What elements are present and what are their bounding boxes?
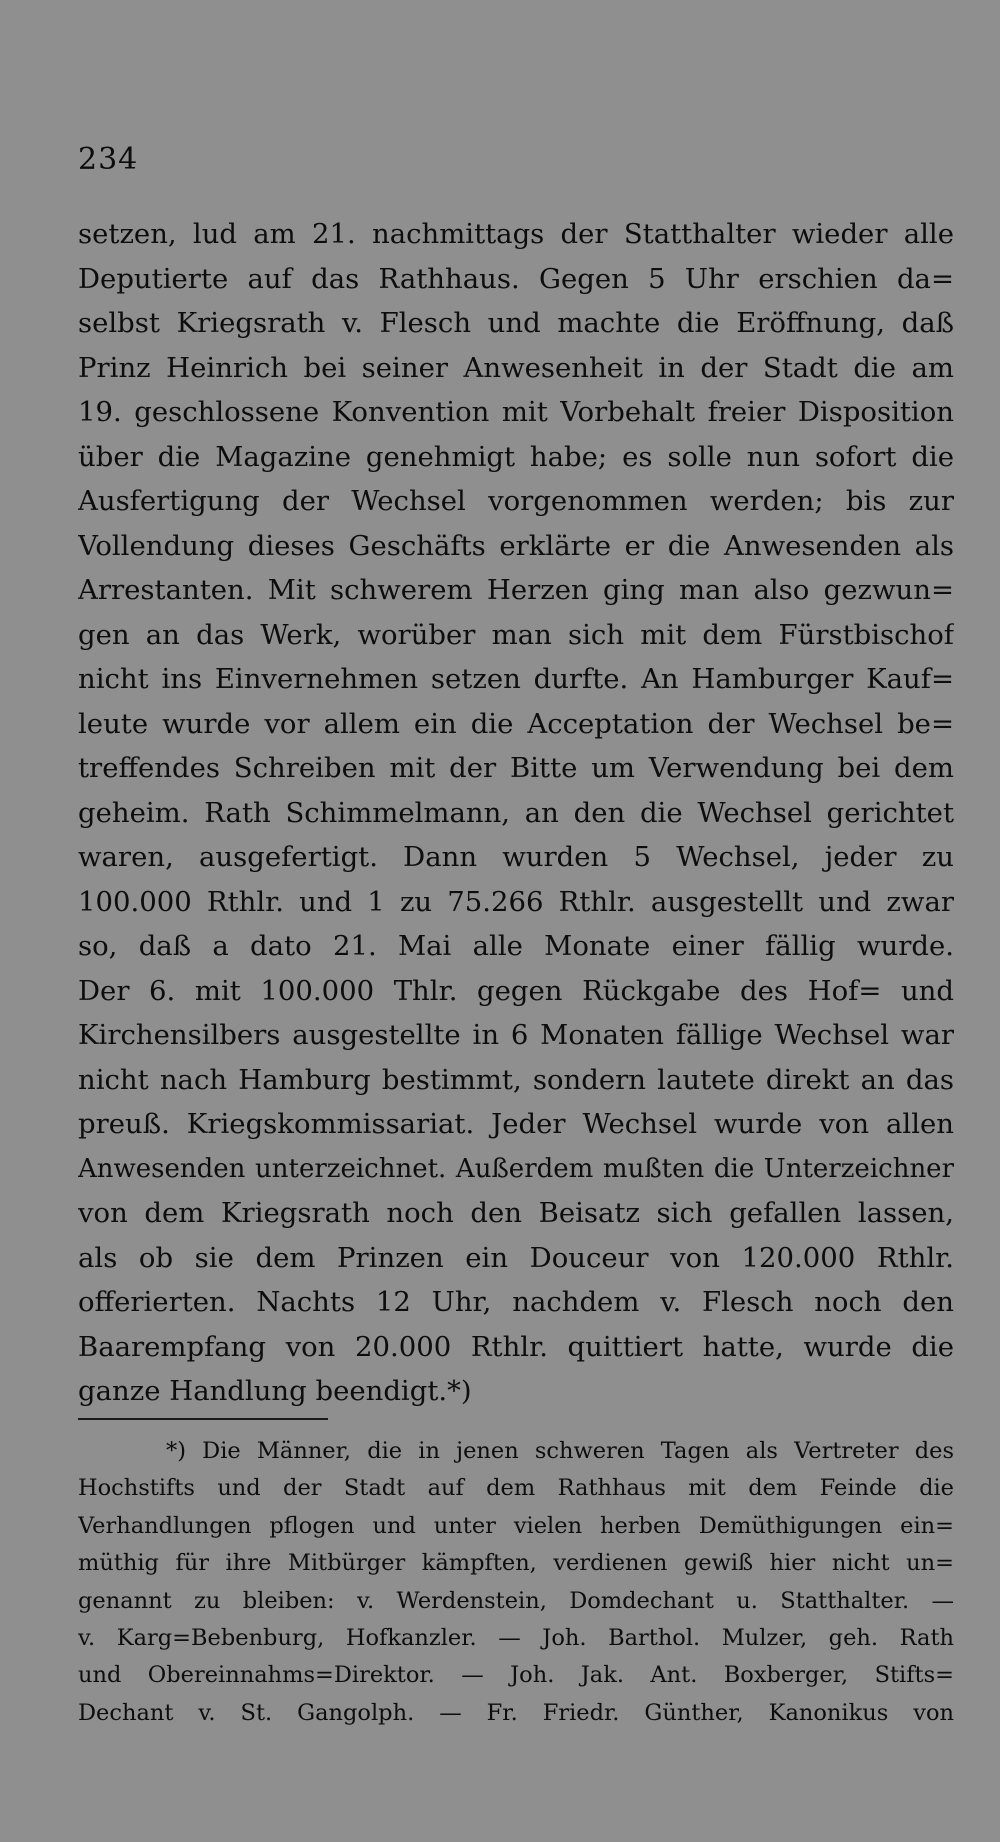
text-line: gen an das Werk, worüber man sich mit dem Fürstbischof: [78, 618, 954, 651]
footnote-line: *) Die Männer, die in jenen schweren Tagen als Vertreter des: [166, 1438, 954, 1464]
footnote-line: Hochstifts und der Stadt auf dem Rathhaus mit dem Feinde die: [78, 1475, 954, 1502]
text-line: treffendes Schreiben mit der Bitte um Verwendung bei dem: [78, 752, 954, 784]
text-line: ganze Handlung beendigt.*): [78, 1375, 472, 1407]
text-line: so, daß a dato 21. Mai alle Monate einer fällig wurde.: [78, 930, 954, 962]
text-line: von dem Kriegsrath noch den Beisatz sich gefallen lassen,: [78, 1197, 954, 1229]
text-line: Arrestanten. Mit schwerem Herzen ging man also gezwun=: [78, 574, 954, 606]
footnote-line: müthig für ihre Mitbürger kämpften, verdienen gewiß hier nicht un=: [78, 1550, 954, 1577]
text-line: Kirchensilbers ausgestellte in 6 Monaten fällige Wechsel war: [78, 1019, 954, 1051]
main-text: [78, 212, 954, 1414]
text-line: Baarempfang von 20.000 Rthlr. quittiert hatte, wurde die: [78, 1330, 954, 1363]
text-line: Ausfertigung der Wechsel vorgenommen werden; bis zur: [78, 485, 954, 517]
text-line: preuß. Kriegskommissariat. Jeder Wechsel wurde von allen: [78, 1108, 954, 1140]
footnote-line: Dechant v. St. Gangolph. — Fr. Friedr. Günther, Kanonikus von: [78, 1699, 954, 1726]
text-line: Vollendung dieses Geschäfts erklärte er die Anwesenden als: [78, 529, 954, 562]
text-line: als ob sie dem Prinzen ein Douceur von 120.000 Rthlr.: [78, 1241, 954, 1274]
footnote-line: Verhandlungen pflogen und unter vielen herben Demüthigungen ein=: [78, 1512, 954, 1539]
footnote: [78, 1433, 954, 1732]
text-line: offerierten. Nachts 12 Uhr, nachdem v. Flesch noch den: [78, 1286, 954, 1318]
page-number: 234: [78, 142, 139, 177]
text-line: Deputierte auf das Rathhaus. Gegen 5 Uhr erschien da=: [78, 262, 954, 295]
text-line: nicht ins Einvernehmen setzen durfte. An Hamburger Kauf=: [78, 663, 954, 695]
text-line: über die Magazine genehmigt habe; es solle nun sofort die: [78, 440, 954, 473]
footnote-line: genannt zu bleiben: v. Werdenstein, Domdechant u. Statthalter. —: [78, 1587, 954, 1614]
text-line: leute wurde vor allem ein die Acceptation der Wechsel be=: [78, 707, 954, 740]
text-line: setzen, lud am 21. nachmittags der Statthalter wieder alle: [78, 218, 954, 250]
text-line: geheim. Rath Schimmelmann, an den die Wechsel gerichtet: [78, 796, 954, 829]
text-line: waren, ausgefertigt. Dann wurden 5 Wechsel, jeder zu: [78, 841, 954, 873]
text-line: selbst Kriegsrath v. Flesch und machte die Eröffnung, daß: [78, 307, 954, 339]
footnote-line: und Obereinnahms=Direktor. — Joh. Jak. Ant. Boxberger, Stifts=: [78, 1662, 954, 1689]
text-line: 100.000 Rthlr. und 1 zu 75.266 Rthlr. ausgestellt und zwar: [78, 885, 954, 918]
footnote-divider: [78, 1418, 328, 1420]
text-line: Der 6. mit 100.000 Thlr. gegen Rückgabe des Hof= und: [78, 974, 954, 1007]
text-line: 19. geschlossene Konvention mit Vorbehalt freier Disposition: [78, 396, 954, 428]
text-line: nicht nach Hamburg bestimmt, sondern lautete direkt an das: [78, 1063, 954, 1096]
text-line: Anwesenden unterzeichnet. Außerdem mußten die Unterzeichner: [78, 1153, 954, 1184]
footnote-line: v. Karg=Bebenburg, Hofkanzler. — Joh. Barthol. Mulzer, geh. Rath: [78, 1624, 954, 1651]
text-line: Prinz Heinrich bei seiner Anwesenheit in der Stadt die am: [78, 351, 954, 384]
